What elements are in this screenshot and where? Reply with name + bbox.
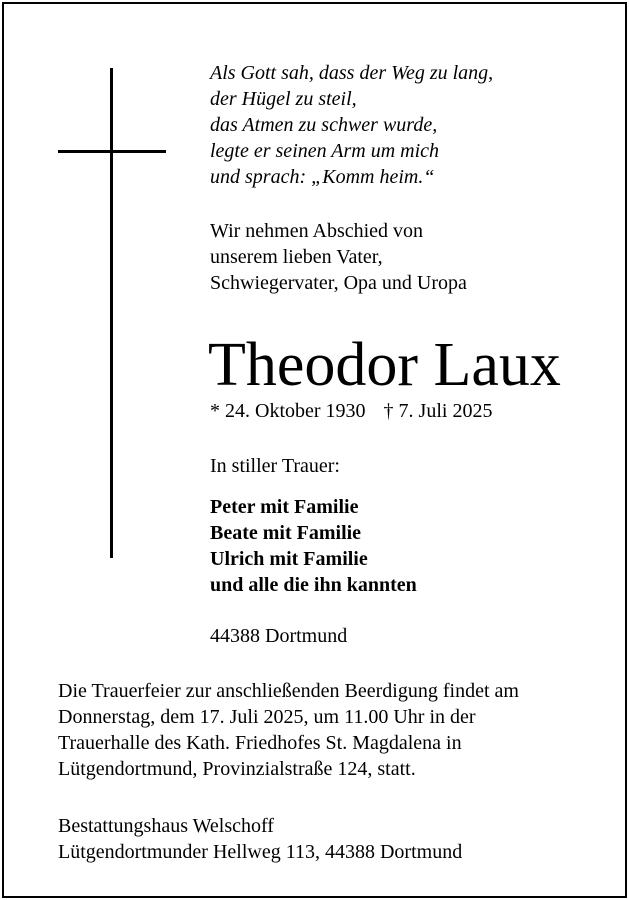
poem (210, 60, 493, 190)
poem-line: legte er seinen Arm um mich (210, 140, 440, 162)
mourner-name: Peter mit Familie (210, 496, 359, 518)
intro-line: Schwiegervater, Opa und Uropa (210, 272, 467, 294)
birth-date: * 24. Oktober 1930 (210, 400, 366, 422)
deceased-name: Theodor Laux (208, 331, 561, 399)
ceremony-line: Die Trauerfeier zur anschließenden Beerdigung findet am (58, 680, 519, 702)
undertaker-name: Bestattungshaus Welschoff (58, 815, 274, 837)
ceremony-line: Trauerhalle des Kath. Friedhofes St. Magdalena in (58, 732, 462, 754)
undertaker-address: Lütgendortmunder Hellweg 113, 44388 Dortmund (58, 841, 463, 863)
poem-line: das Atmen zu schwer wurde, (210, 114, 438, 136)
poem-line: Als Gott sah, dass der Weg zu lang, (210, 62, 494, 84)
mourner-name: Ulrich mit Familie (210, 548, 368, 570)
poem-line: der Hügel zu steil, (210, 88, 357, 110)
cross-horizontal-bar (58, 150, 166, 153)
poem-line: und sprach: „Komm heim.“ (210, 166, 435, 188)
mourner-list (210, 494, 417, 598)
ceremony-line: Lütgendortmund, Provinzialstraße 124, statt. (58, 758, 416, 780)
intro-line: Wir nehmen Abschied von (210, 220, 424, 242)
cross-vertical-bar (110, 68, 113, 558)
death-date: † 7. Juli 2025 (383, 400, 493, 422)
intro-line: unserem lieben Vater, (210, 246, 383, 268)
mourning-heading: In stiller Trauer: (210, 455, 340, 477)
ceremony-details (58, 678, 519, 782)
farewell-intro (210, 218, 467, 296)
ceremony-line: Donnerstag, dem 17. Juli 2025, um 11.00 Uhr in der (58, 706, 476, 728)
mourner-place: 44388 Dortmund (210, 625, 348, 647)
undertaker-info (58, 813, 462, 865)
life-dates (210, 398, 492, 424)
mourner-name: Beate mit Familie (210, 522, 362, 544)
mourner-name: und alle die ihn kannten (210, 574, 417, 596)
